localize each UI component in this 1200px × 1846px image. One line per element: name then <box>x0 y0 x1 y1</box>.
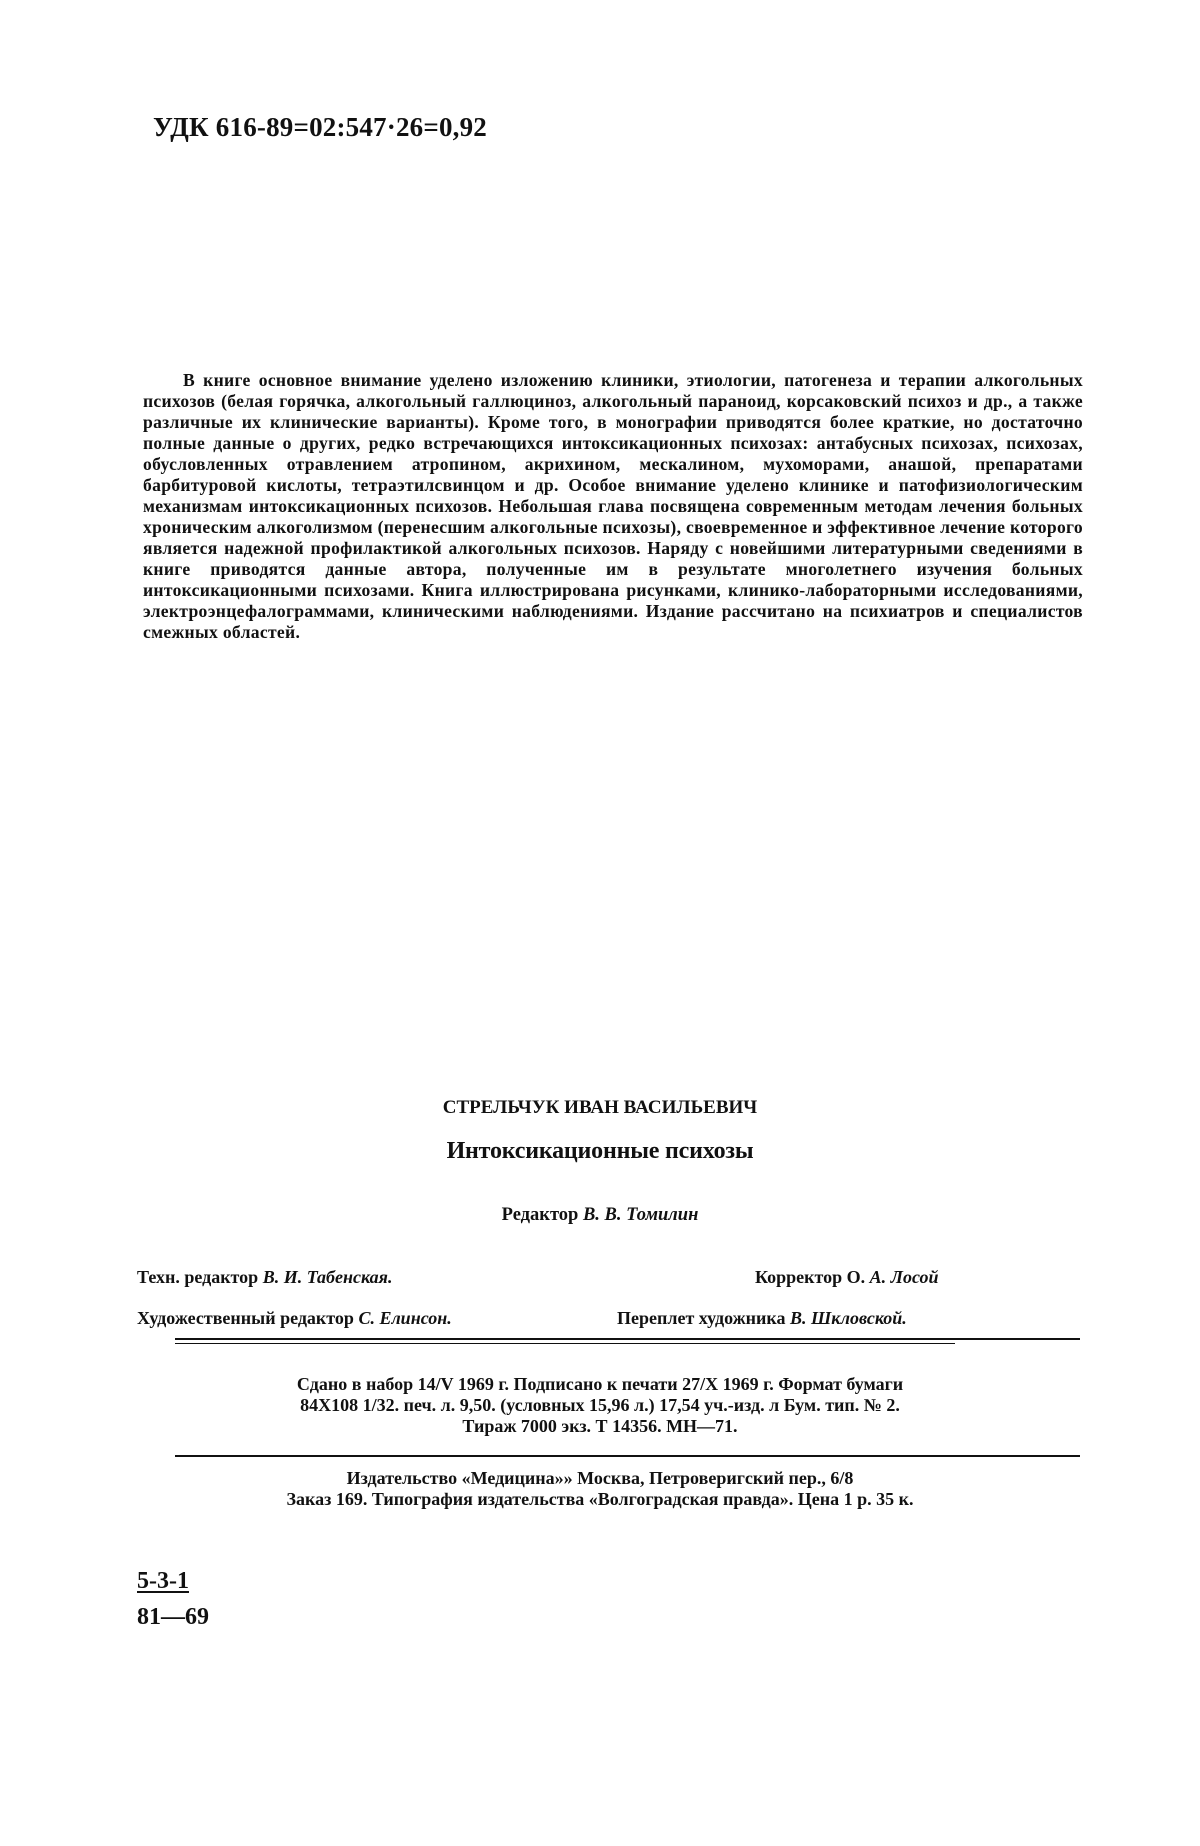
binding-artist-name: В. Шкловской. <box>790 1308 907 1328</box>
publisher-details <box>0 1468 1200 1510</box>
publication-line-3: Тираж 7000 экз. Т 14356. МН—71. <box>462 1416 738 1436</box>
corrector-name: А. Лосой <box>869 1267 939 1287</box>
publication-details <box>0 1374 1200 1437</box>
tech-editor-name: В. И. Табенская. <box>262 1267 393 1287</box>
author-name: СТРЕЛЬЧУК ИВАН ВАСИЛЬЕВИЧ <box>442 1097 758 1118</box>
abstract-paragraph: В книге основное внимание уделено изложению клиники, этиологии, патогенеза и терапии алкогольных психозов (белая горячка, алкогольный галлюциноз, алкогольный параноид, корсаковский психоз и др., а также различные их клинические варианты). Кроме того, в монографии приводятся более краткие, но достаточно полные данные о других, редко встречающихся интоксикационных психозах: антабусных психозах, психозах, обусловленных отравлением атропином, акрихином, мескалином, мухоморами, анашой, препаратами барбитуровой кислоты, тетраэтилсвинцом и др. Особое внимание уделено клинике и патофизиологическим механизмам интоксикационных психозов. Небольшая глава посвящена современным методам лечения больных хроническим алкоголизмом (перенесшим алкогольные психозы), своевременное и эффективное лечение которого является надежной профилактикой алкогольных психозов. Наряду с новейшими литературными сведениями в книге приводятся данные автора, полученные им в результате многолетнего изучения больных интоксикационными психозами. Книга иллюстрирована рисунками, клинико-лабораторными исследованиями, электроэнцефалограммами, клиническими наблюдениями. Издание рассчитано на психиатров и специалистов смежных областей. <box>143 370 1083 642</box>
art-editor-credit <box>137 1308 452 1329</box>
publisher-line-1: Издательство «Медицина»» Москва, Петроверигский пер., 6/8 <box>346 1468 854 1488</box>
binding-artist-credit <box>617 1308 907 1329</box>
art-editor-name: С. Елинсон. <box>358 1308 452 1328</box>
tech-editor-credit <box>137 1267 392 1288</box>
publication-line-1: Сдано в набор 14/V 1969 г. Подписано к печати 27/X 1969 г. Формат бумаги <box>296 1374 904 1394</box>
corrector-role: Корректор О. <box>755 1267 866 1287</box>
publisher-line-2: Заказ 169. Типография издательства «Волгоградская правда». Цена 1 р. 35 к. <box>286 1489 914 1509</box>
tech-editor-role: Техн. редактор <box>137 1267 259 1287</box>
divider-top-secondary <box>175 1343 955 1344</box>
divider-middle <box>175 1455 1080 1457</box>
editor-role: Редактор <box>501 1205 579 1225</box>
publication-line-2: 84X108 1/32. печ. л. 9,50. (условных 15,96 л.) 17,54 уч.-изд. л Бум. тип. № 2. <box>300 1395 900 1415</box>
udk-code: УДК 616-89=02:547·26=0,92 <box>153 112 487 142</box>
editor-name: В. В. Томилин <box>582 1205 699 1225</box>
corrector-credit <box>755 1267 939 1288</box>
book-title: Интоксикационные психозы <box>446 1138 754 1164</box>
binding-artist-role: Переплет художника <box>617 1308 786 1328</box>
catalog-code-bottom: 81—69 <box>137 1604 209 1630</box>
catalog-code-top: 5-3-1 <box>137 1568 189 1594</box>
divider-top <box>175 1338 1080 1340</box>
art-editor-role: Художественный редактор <box>137 1308 354 1328</box>
editor-credit <box>0 1205 1200 1226</box>
